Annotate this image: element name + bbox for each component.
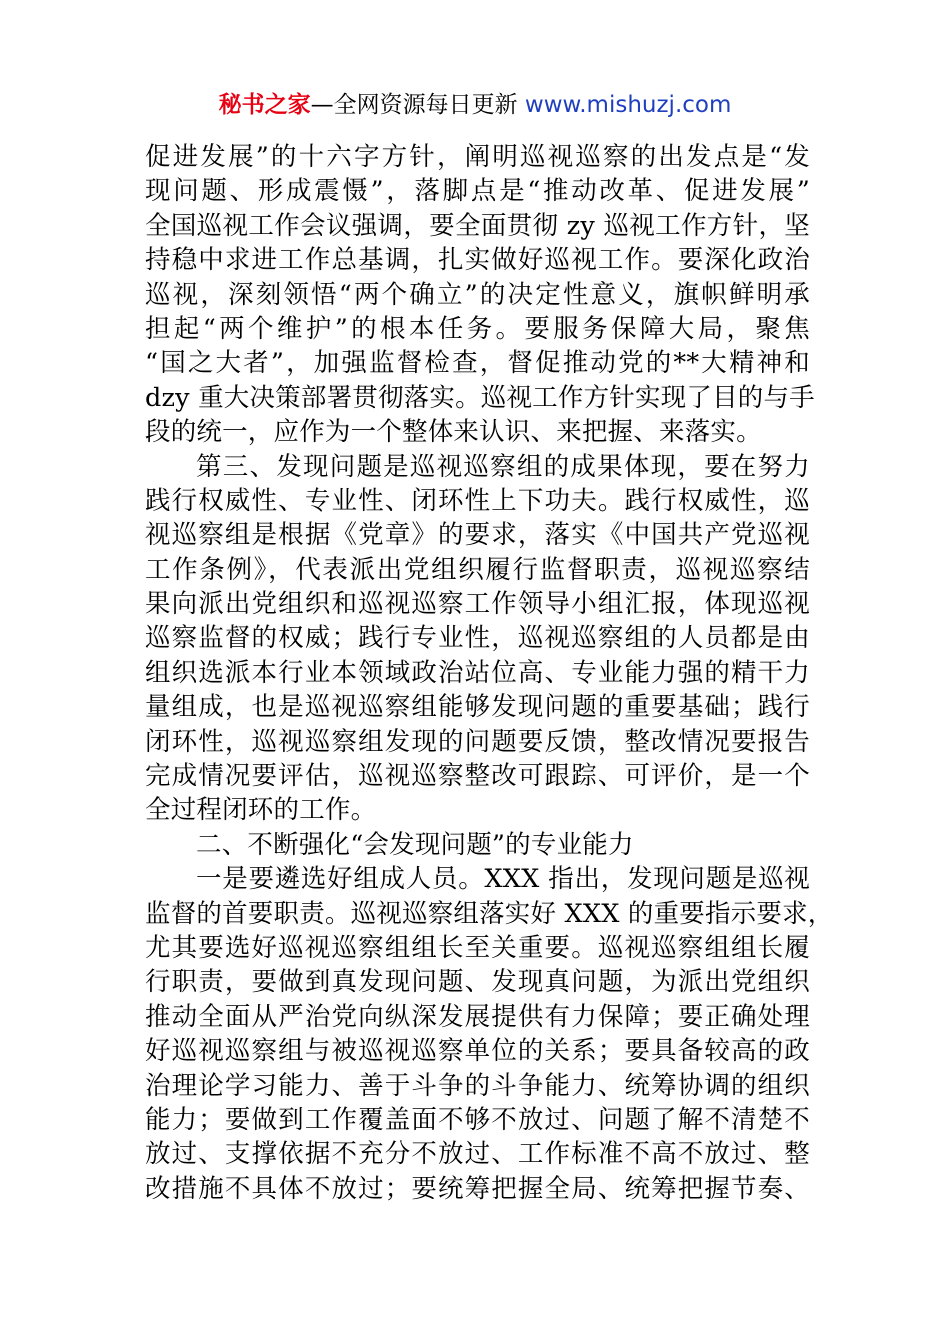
text-line: 放过、支撑依据不充分不放过、工作标准不高不放过、整 (145, 1139, 810, 1170)
text-line: 现问题、形成震慑”，落脚点是“推动改革、促进发展” (145, 176, 810, 207)
text-line: 巡视，深刻领悟“两个确立”的决定性意义，旗帜鲜明承 (145, 279, 810, 310)
text-line: 段的统一，应作为一个整体来认识、来把握、来落实。 (145, 417, 762, 448)
text-line: 果向派出党组织和巡视巡察工作领导小组汇报，体现巡视 (145, 589, 810, 620)
text-line: 践行权威性、专业性、闭环性上下功夫。践行权威性，巡 (145, 485, 810, 516)
text-line: 闭环性，巡视巡察组发现的问题要反馈，整改情况要报告 (145, 726, 810, 757)
site-url-link[interactable]: www.mishuzj.com (524, 92, 732, 118)
text-line: 持稳中求进工作总基调，扎实做好巡视工作。要深化政治 (145, 245, 810, 276)
text-line: dzy 重大决策部署贯彻落实。巡视工作方针实现了目的与手 (145, 382, 815, 413)
section-heading: 二、不断强化“会发现问题”的专业能力 (196, 829, 634, 860)
text-line: 好巡视巡察组与被巡视巡察单位的关系；要具备较高的政 (145, 1036, 810, 1067)
document-body (145, 140, 834, 1206)
text-line: 能力；要做到工作覆盖面不够不放过、问题了解不清楚不 (145, 1104, 810, 1135)
text-line: 全过程闭环的工作。 (145, 795, 377, 826)
text-line: 工作条例》，代表派出党组织履行监督职责，巡视巡察结 (145, 554, 810, 585)
text-line: 完成情况要评估，巡视巡察整改可跟踪、可评价，是一个 (145, 761, 810, 792)
paragraph-start-line: 第三、发现问题是巡视巡察组的成果体现，要在努力 (196, 451, 810, 482)
text-line: “国之大者”，加强监督检查，督促推动党的**大精神和 (145, 348, 810, 379)
site-brand: 秘书之家 (218, 92, 311, 118)
paragraph-start-line: 一是要遴选好组成人员。XXX 指出，发现问题是巡视 (196, 864, 810, 895)
text-line: 组织选派本行业本领域政治站位高、专业能力强的精干力 (145, 657, 810, 688)
text-line: 促进发展”的十六字方针，阐明巡视巡察的出发点是“发 (145, 142, 810, 172)
text-line: 监督的首要职责。巡视巡察组落实好 XXX 的重要指示要求， (145, 898, 834, 929)
text-line: 全国巡视工作会议强调，要全面贯彻 zy 巡视工作方针，坚 (145, 210, 810, 241)
text-line: 视巡察组是根据《党章》的要求，落实《中国共产党巡视 (145, 520, 810, 551)
text-line: 担起“两个维护”的根本任务。要服务保障大局，聚焦 (145, 313, 810, 344)
text-line: 量组成，也是巡视巡察组能够发现问题的重要基础；践行 (145, 692, 810, 723)
text-line: 改措施不具体不放过；要统筹把握全局、统筹把握节奏、 (145, 1173, 810, 1204)
text-line: 尤其要选好巡视巡察组组长至关重要。巡视巡察组组长履 (145, 932, 810, 963)
text-line: 治理论学习能力、善于斗争的斗争能力、统筹协调的组织 (145, 1070, 810, 1101)
text-line: 推动全面从严治党向纵深发展提供有力保障；要正确处理 (145, 1001, 810, 1032)
text-line: 巡察监督的权威；践行专业性，巡视巡察组的人员都是由 (145, 623, 810, 654)
site-tagline: —全网资源每日更新 (310, 92, 525, 118)
text-line: 行职责，要做到真发现问题、发现真问题，为派出党组织 (145, 967, 810, 998)
site-header (0, 88, 950, 122)
